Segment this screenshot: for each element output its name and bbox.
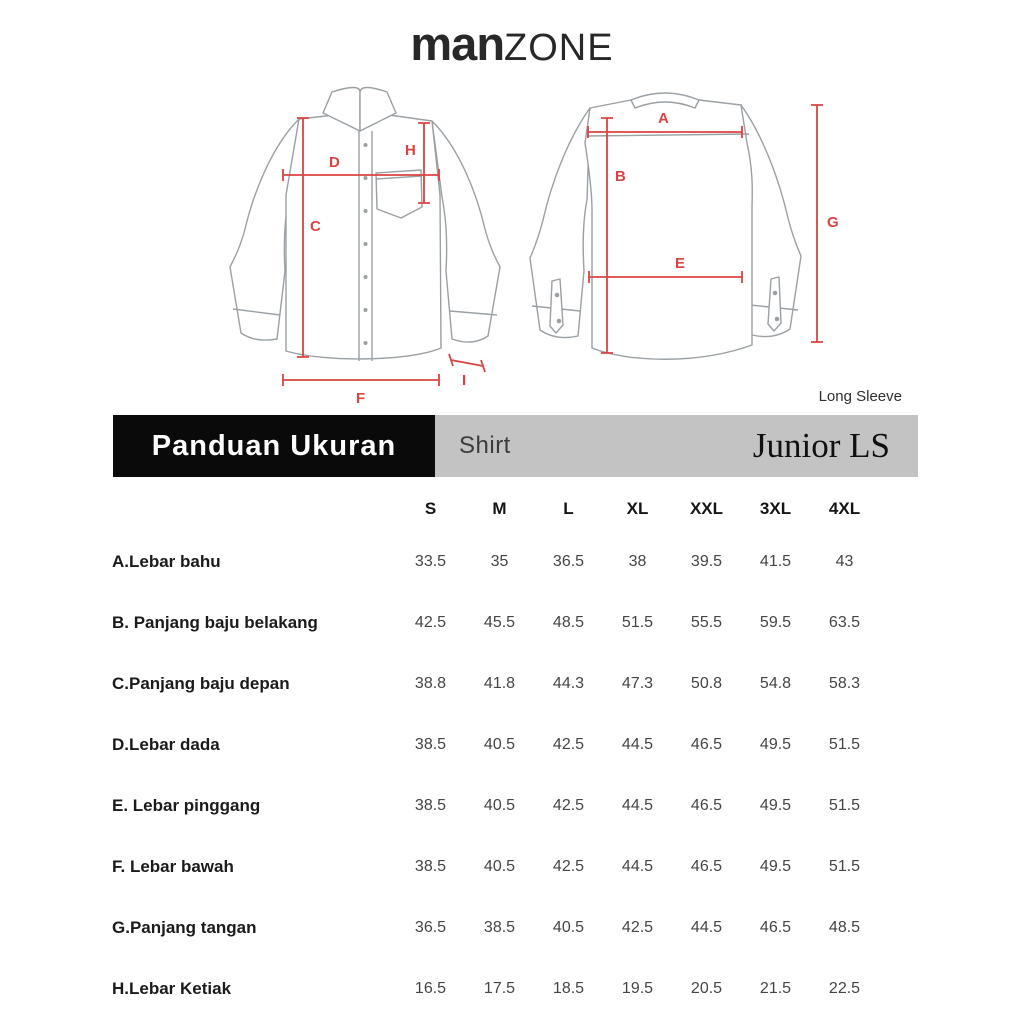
size-value: 46.5 bbox=[690, 857, 723, 875]
size-table-body bbox=[112, 531, 902, 1019]
dim-line-I bbox=[449, 354, 485, 372]
guide-title: Panduan Ukuran bbox=[113, 415, 435, 477]
dim-line-F bbox=[283, 374, 439, 386]
table-row bbox=[112, 531, 902, 592]
size-value: 48.5 bbox=[828, 918, 861, 936]
size-value: 40.5 bbox=[483, 857, 516, 875]
size-column-header: M bbox=[492, 498, 507, 518]
dim-label-G: G bbox=[827, 214, 839, 231]
table-row bbox=[112, 775, 902, 836]
table-row bbox=[112, 897, 902, 958]
size-column-header: XXL bbox=[689, 498, 724, 518]
size-value: 38.5 bbox=[483, 918, 516, 936]
dim-label-F: F bbox=[356, 390, 366, 407]
size-value: 51.5 bbox=[828, 857, 861, 875]
size-value: 46.5 bbox=[690, 796, 723, 814]
back-left-button-1 bbox=[555, 293, 558, 296]
size-value: 42.5 bbox=[552, 857, 585, 875]
table-row bbox=[112, 958, 902, 1019]
size-value: 50.8 bbox=[690, 674, 723, 692]
size-value: 36.5 bbox=[552, 552, 585, 570]
back-body bbox=[585, 100, 752, 359]
size-value: 38.5 bbox=[414, 796, 447, 814]
dim-label-C: C bbox=[310, 218, 321, 235]
size-value: 41.8 bbox=[483, 674, 516, 692]
size-value: 42.5 bbox=[621, 918, 654, 936]
dim-label-D: D bbox=[329, 154, 340, 171]
size-table-header-row bbox=[112, 486, 902, 531]
size-value: 44.5 bbox=[621, 735, 654, 753]
size-value: 33.5 bbox=[414, 552, 447, 570]
size-value: 51.5 bbox=[828, 735, 861, 753]
row-label: E. Lebar pinggang bbox=[112, 795, 261, 815]
size-column-header: 3XL bbox=[759, 498, 792, 518]
size-column-header: XL bbox=[626, 498, 649, 518]
size-guide-header bbox=[113, 415, 918, 477]
size-value: 48.5 bbox=[552, 613, 585, 631]
sleeve-type-caption: Long Sleeve bbox=[818, 388, 902, 405]
size-value: 19.5 bbox=[621, 979, 654, 997]
size-value: 51.5 bbox=[621, 613, 654, 631]
back-left-button-2 bbox=[557, 319, 560, 322]
front-right-sleeve bbox=[432, 121, 500, 342]
row-label: F. Lebar bawah bbox=[112, 856, 234, 876]
brand-logo-zone: ZONE bbox=[504, 27, 614, 69]
size-value: 55.5 bbox=[690, 613, 723, 631]
size-value: 49.5 bbox=[759, 857, 792, 875]
dim-label-H: H bbox=[405, 142, 416, 159]
table-row bbox=[112, 836, 902, 897]
dim-label-I: I bbox=[462, 372, 467, 389]
size-value: 40.5 bbox=[483, 735, 516, 753]
size-value: 18.5 bbox=[552, 979, 585, 997]
size-value: 51.5 bbox=[828, 796, 861, 814]
size-value: 59.5 bbox=[759, 613, 792, 631]
brand-logo bbox=[0, 16, 1024, 71]
size-value: 44.3 bbox=[552, 674, 585, 692]
size-value: 44.5 bbox=[621, 796, 654, 814]
size-value: 40.5 bbox=[552, 918, 585, 936]
size-value: 42.5 bbox=[552, 735, 585, 753]
front-body bbox=[286, 114, 441, 359]
dim-label-E: E bbox=[675, 255, 686, 272]
size-value: 38.8 bbox=[414, 674, 447, 692]
product-name: Junior LS bbox=[752, 426, 890, 465]
size-column-header: 4XL bbox=[828, 498, 861, 518]
size-value: 46.5 bbox=[690, 735, 723, 753]
size-value: 38.5 bbox=[414, 857, 447, 875]
row-label: A.Lebar bahu bbox=[112, 551, 221, 571]
size-value: 38.5 bbox=[414, 735, 447, 753]
guide-subheader bbox=[435, 415, 918, 477]
back-right-placket bbox=[768, 277, 781, 331]
size-value: 16.5 bbox=[414, 979, 447, 997]
size-value: 42.5 bbox=[552, 796, 585, 814]
row-label: H.Lebar Ketiak bbox=[112, 978, 232, 998]
size-value: 17.5 bbox=[483, 979, 516, 997]
dim-label-B: B bbox=[615, 168, 626, 185]
table-row bbox=[112, 592, 902, 653]
size-value: 42.5 bbox=[414, 613, 447, 631]
size-value: 38 bbox=[628, 552, 647, 570]
product-category: Shirt bbox=[459, 432, 511, 459]
size-value: 21.5 bbox=[759, 979, 792, 997]
back-right-button-2 bbox=[775, 317, 778, 320]
size-value: 49.5 bbox=[759, 796, 792, 814]
size-value: 36.5 bbox=[414, 918, 447, 936]
size-value: 46.5 bbox=[759, 918, 792, 936]
shirt-back-diagram bbox=[520, 85, 860, 410]
size-value: 54.8 bbox=[759, 674, 792, 692]
size-value: 40.5 bbox=[483, 796, 516, 814]
size-value: 47.3 bbox=[621, 674, 654, 692]
size-value: 22.5 bbox=[828, 979, 861, 997]
dim-label-A: A bbox=[658, 110, 669, 127]
back-right-button-1 bbox=[773, 291, 776, 294]
size-value: 35 bbox=[490, 552, 509, 570]
size-value: 45.5 bbox=[483, 613, 516, 631]
size-column-header: L bbox=[563, 498, 574, 518]
size-column-header: S bbox=[424, 498, 437, 518]
size-value: 63.5 bbox=[828, 613, 861, 631]
row-label: G.Panjang tangan bbox=[112, 917, 257, 937]
table-row bbox=[112, 714, 902, 775]
size-value: 20.5 bbox=[690, 979, 723, 997]
size-table bbox=[112, 486, 902, 1019]
size-value: 44.5 bbox=[621, 857, 654, 875]
dim-line-G bbox=[811, 105, 823, 342]
row-label: D.Lebar dada bbox=[112, 734, 220, 754]
back-left-placket bbox=[550, 279, 563, 333]
size-value: 58.3 bbox=[828, 674, 861, 692]
row-label: C.Panjang baju depan bbox=[112, 673, 290, 693]
table-row bbox=[112, 653, 902, 714]
row-label: B. Panjang baju belakang bbox=[112, 612, 318, 632]
size-value: 39.5 bbox=[690, 552, 723, 570]
brand-logo-man: man bbox=[410, 17, 505, 70]
size-value: 43 bbox=[835, 552, 854, 570]
shirt-front-diagram bbox=[213, 85, 518, 410]
size-value: 49.5 bbox=[759, 735, 792, 753]
size-value: 44.5 bbox=[690, 918, 723, 936]
size-value: 41.5 bbox=[759, 552, 792, 570]
